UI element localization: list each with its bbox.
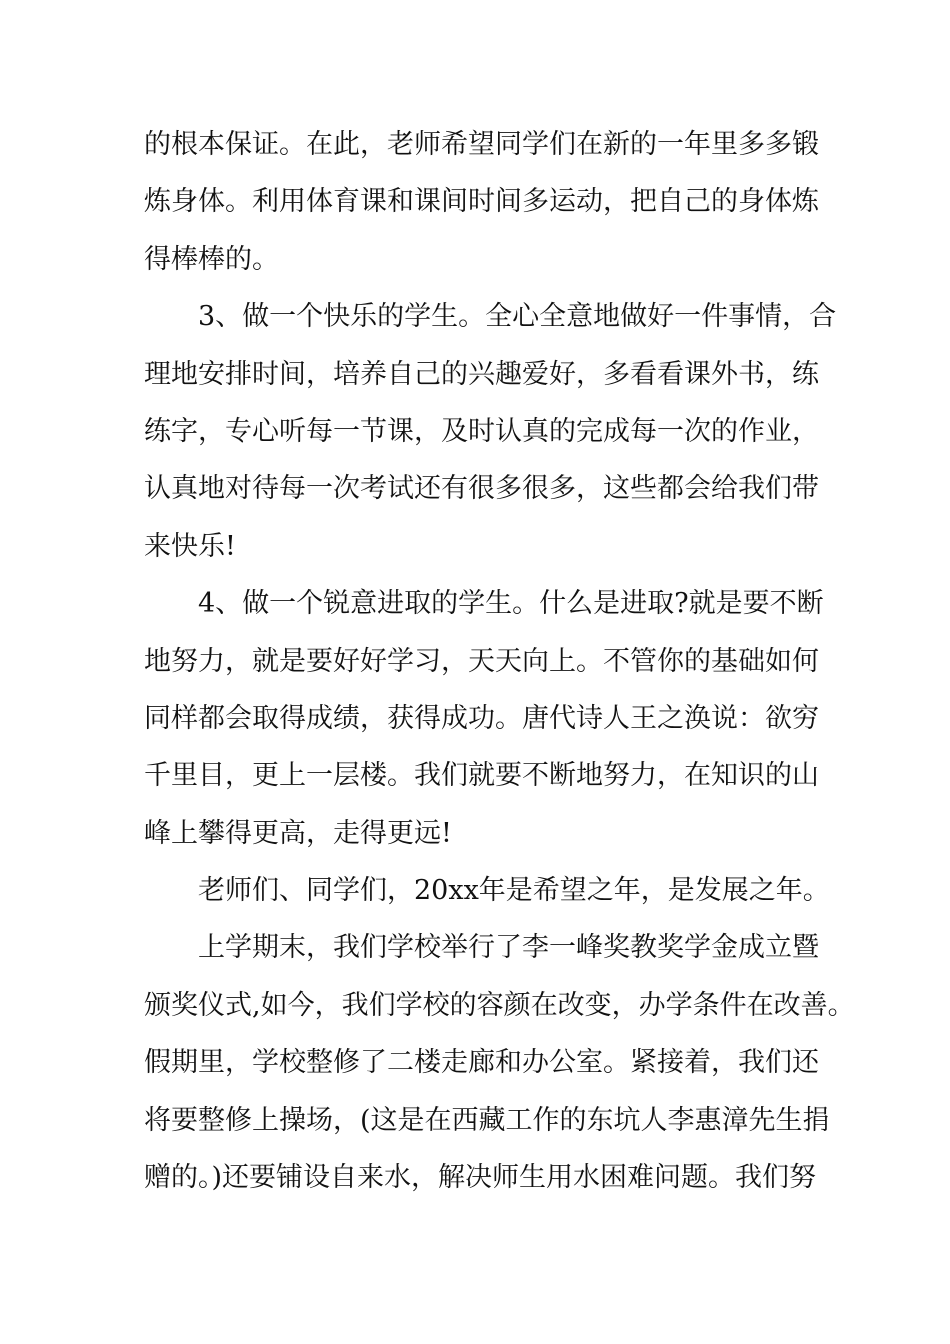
text-line: 假期里，学校整修了二楼走廊和办公室。紧接着，我们还 — [144, 1047, 819, 1079]
text-line: 上学期末，我们学校举行了李一峰奖教奖学金成立暨 — [198, 932, 819, 964]
text-line: 颁奖仪式,如今，我们学校的容颜在改变，办学条件在改善。 — [144, 989, 855, 1021]
text-line: 千里目，更上一层楼。我们就要不断地努力，在知识的山 — [144, 760, 819, 792]
text-line: 的根本保证。在此，老师希望同学们在新的一年里多多锻 — [144, 129, 819, 160]
text-line: 将要整修上操场，(这是在西藏工作的东坑人李惠漳先生捐 — [144, 1104, 830, 1136]
text-line: 同样都会取得成绩，获得成功。唐代诗人王之涣说：欲穷 — [144, 702, 819, 734]
text-line: 老师们、同学们，20xx年是希望之年，是发展之年。 — [198, 875, 830, 907]
text-line: 得棒棒的。 — [144, 243, 279, 275]
text-line: 3、做一个快乐的学生。全心全意地做好一件事情，合 — [198, 301, 837, 333]
text-line: 来快乐! — [144, 530, 236, 562]
text-line: 理地安排时间，培养自己的兴趣爱好，多看看课外书，练 — [144, 358, 819, 390]
text-line: 峰上攀得更高，走得更远! — [144, 817, 452, 849]
text-line: 认真地对待每一次考试还有很多很多，这些都会给我们带 — [144, 473, 819, 505]
text-line: 赠的。)还要铺设自来水，解决师生用水困难问题。我们努 — [144, 1162, 817, 1194]
text-line: 地努力，就是要好好学习，天天向上。不管你的基础如何 — [144, 645, 819, 677]
body-text — [144, 116, 855, 1206]
text-line: 4、做一个锐意进取的学生。什么是进取?就是要不断 — [198, 588, 824, 620]
text-line: 练字，专心听每一节课，及时认真的完成每一次的作业， — [144, 415, 819, 447]
text-line: 炼身体。利用体育课和课间时间多运动，把自己的身体炼 — [144, 186, 819, 218]
